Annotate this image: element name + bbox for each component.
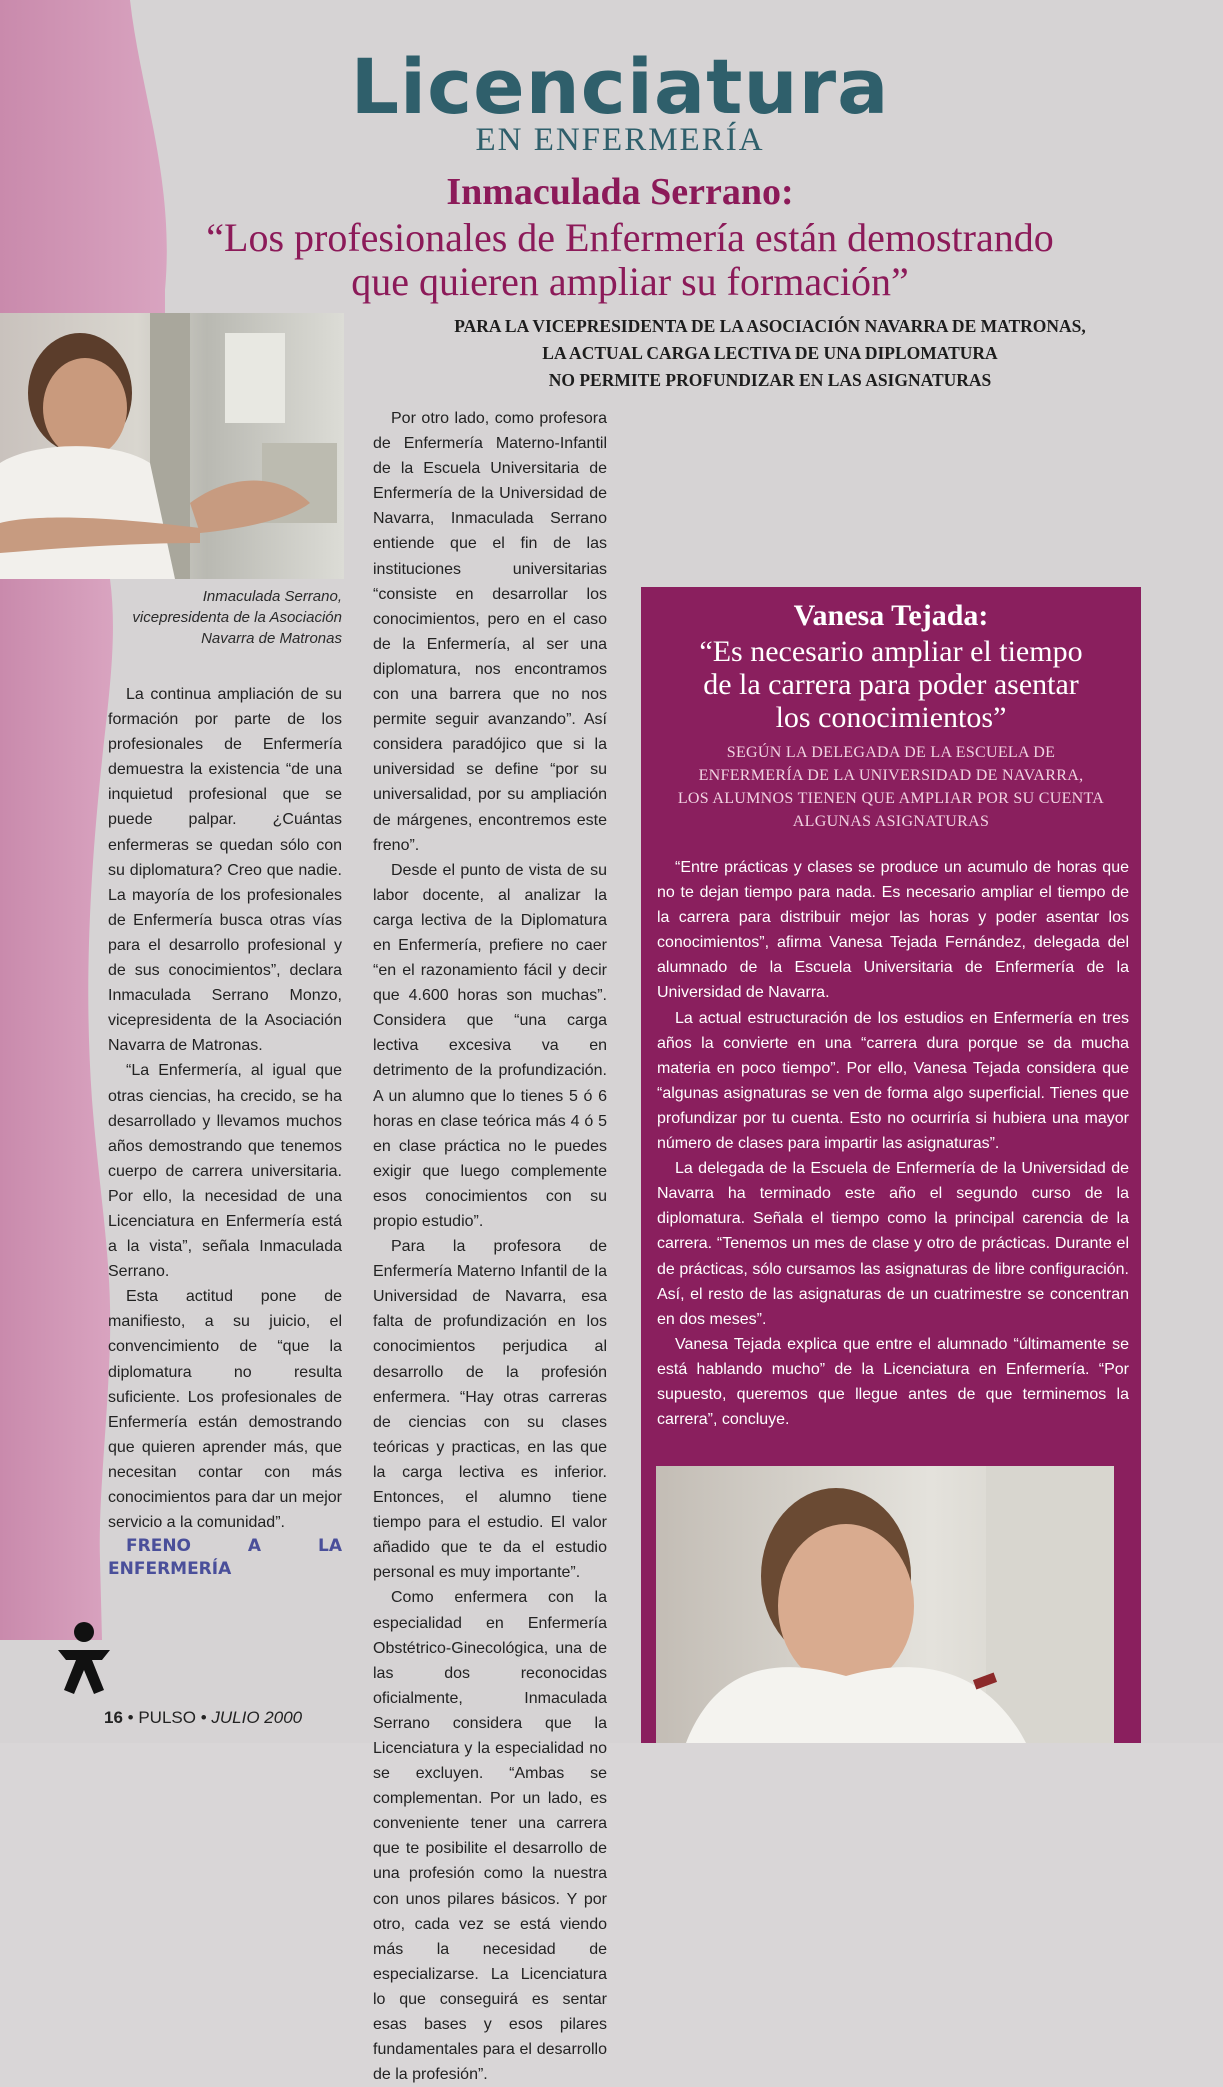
sidebar-quote-line2: de la carrera para poder asentar <box>703 668 1079 701</box>
page-title: Licenciatura <box>350 42 890 131</box>
caption-line3: Navarra de Matronas <box>201 630 342 647</box>
sidebar-kicker-line3: LOS ALUMNOS TIENEN QUE AMPLIAR POR SU CUENTA <box>677 790 1105 807</box>
caption-line2: vicepresidenta de la Asociación <box>132 609 342 626</box>
sidebar-paragraph: Vanesa Tejada explica que entre el alumnado “últimamente se está hablando mucho” de la Licenciatura en Enfermería. “Por supuesto, queremos que llegue antes de que terminemos la carrera”, concluye. <box>657 1335 1129 1429</box>
page-number: 16 <box>104 1708 123 1727</box>
article-kicker <box>420 313 1120 394</box>
kicker-line3: NO PERMITE PROFUNDIZAR EN LAS ASIGNATURAS <box>548 370 992 390</box>
article-paragraph: Desde el punto de vista de su labor docente, al analizar la carga lectiva de la Diplomatura en Enfermería, prefiere no caer “en el razonamiento fácil y decir que 4.600 horas son muchas”. Considera que “una carga lectiva excesiva va en detrimento de la profundización. A un alumno que lo tienes 5 ó 6 horas en clase teórica más 4 ó 5 en clase práctica no le puedes exigir que luego complemente esos conocimientos con su propio estudio”. <box>373 861 607 1230</box>
article-paragraph: “La Enfermería, al igual que otras ciencias, ha crecido, se ha desarrollado y llevamos muchos años demostrando que tenemos cuerpo de carrera universitaria. Por ello, la necesidad de una Licenciatura en Enfermería está a la vista”, señala Inmaculada Serrano. <box>108 1062 342 1281</box>
section-subhead: FRENO A LA ENFERMERÍA <box>108 1536 342 1580</box>
article-paragraph: La continua ampliación de su formación por parte de los profesionales de Enfermería demuestra la existencia “de una inquietud profesional que se puede palpar. ¿Cuántas enfermeras se quedan sólo con su diplomatura? Creo que nadie. La mayoría de los profesionales de Enfermería busca otras vías para el desarrollo profesional y de sus conocimientos”, declara Inmaculada Serrano Monzo, vicepresidenta de la Asociación Navarra de Matronas. <box>108 686 342 1055</box>
page-subtitle: EN ENFERMERÍA <box>475 122 765 158</box>
footer-separator: • <box>127 1708 134 1727</box>
article-paragraph: Esta actitud pone de manifiesto, a su juicio, el convencimiento de “que la diplomatura no resulta suficiente. Los profesionales de Enfermería están demostrando que quieren aprender más, que necesitan contar con más conocimientos para dar un mejor servicio a la comunidad”. <box>108 1288 342 1532</box>
sidebar-kicker-line2: ENFERMERÍA DE LA UNIVERSIDAD DE NAVARRA, <box>698 767 1084 784</box>
article-column-2 <box>373 406 607 2087</box>
publication-logo-icon <box>52 1620 116 1700</box>
sidebar-name: Vanesa Tejada: <box>793 599 989 632</box>
caption-line1: Inmaculada Serrano, <box>202 588 342 605</box>
article-paragraph: Como enfermera con la especialidad en Enfermería Obstétrico-Ginecológica, una de las dos reconocidas oficialmente, Inmaculada Serrano considera que la Licenciatura y la especialidad no se excluyen. “Ambas se complementan. Por un lado, es conveniente tener una carrera que te posibilite el desarrollo de una profesión como la nuestra con unos pilares básicos. Y por otro, cada vez se está viendo más la necesidad de especializarse. La Licenciatura lo que conseguirá es sentar esas bases y esos pilares fundamentales para el desarrollo de la profesión”. <box>373 1589 607 2084</box>
headline-quote-line2: que quieren ampliar su formación” <box>351 259 909 304</box>
footer-separator: • <box>200 1708 207 1727</box>
headline-quote-line1: “Los profesionales de Enfermería están demostrando <box>206 215 1054 260</box>
interviewee-name: Inmaculada Serrano: <box>446 171 794 213</box>
portrait-photo-inmaculada <box>0 313 344 579</box>
page-footer <box>104 1708 302 1728</box>
sidebar-body <box>657 855 1129 1432</box>
sidebar-heading <box>641 597 1141 734</box>
sidebar-kicker-line4: ALGUNAS ASIGNATURAS <box>792 813 990 830</box>
portrait-photo-vanesa <box>656 1466 1114 1743</box>
sidebar-kicker <box>651 741 1131 833</box>
article-paragraph: Para la profesora de Enfermería Materno Infantil de la Universidad de Navarra, esa falta de profundización en los conocimientos perjudica al desarrollo de la profesión enfermera. “Hay otras carreras de ciencias con su clases teóricas y practicas, en las que la carga lectiva es inferior. Entonces, el alumno tiene tiempo para el estudio. El valor añadido que te da el estudio personal es muy importante”. <box>373 1238 607 1582</box>
portrait-illustration <box>0 313 344 579</box>
sidebar-paragraph: La actual estructuración de los estudios en Enfermería en tres años la convierte en una “carrera dura porque se da mucha materia en poco tiempo”. Por ello, Vanesa Tejada considera que “algunas asignaturas se ven de forma algo superficial. Tienes que profundizar por tu cuenta. Esto no ocurriría si hubiera una mayor número de clases para impartir las asignaturas”. <box>657 1009 1129 1153</box>
article-paragraph: Por otro lado, como profesora de Enfermería Materno-Infantil de la Escuela Universitaria de Enfermería de la Universidad de Navarra, Inmaculada Serrano entiende que el fin de las instituciones universitarias “consiste en desarrollar los conocimientos, pero en el caso de la Enfermería, al ser una diplomatura, nos encontramos con una barrera que no nos permite seguir avanzando”. Así considera paradójico que si la universidad se define “por su universalidad, por su ampliación de márgenes, encontremos este freno”. <box>373 410 607 854</box>
portrait-illustration-2 <box>656 1466 1114 1743</box>
kicker-line1: PARA LA VICEPRESIDENTA DE LA ASOCIACIÓN NAVARRA DE MATRONAS, <box>454 316 1086 336</box>
sidebar-paragraph: “Entre prácticas y clases se produce un acumulo de horas que no te dejan tiempo para nada. Es necesario ampliar el tiempo de la carrera para distribuir mejor las horas y poder asentar los conocimientos”, afirma Vanesa Tejada Fernández, delegada del alumnado de la Escuela Universitaria de Enfermería de la Universidad de Navarra. <box>657 859 1129 1002</box>
photo-caption <box>120 586 342 649</box>
issue-date: JULIO 2000 <box>211 1708 303 1727</box>
sidebar-quote-line3: los conocimientos” <box>775 701 1007 734</box>
headline-quote <box>130 216 1130 304</box>
article-column-1 <box>108 682 342 1581</box>
sidebar-kicker-line1: SEGÚN LA DELEGADA DE LA ESCUELA DE <box>726 744 1056 761</box>
sidebar-paragraph: La delegada de la Escuela de Enfermería de la Universidad de Navarra ha terminado este año el segundo curso de la diplomatura. Señala el tiempo como la principal carencia de la carrera. “Tenemos un mes de clase y otro de prácticas. Durante el de prácticas, sólo cursamos las asignaturas de libre configuración. Así, el resto de las asignaturas de un cuatrimestre se concentran en dos meses”. <box>657 1160 1129 1328</box>
kicker-line2: LA ACTUAL CARGA LECTIVA DE UNA DIPLOMATURA <box>542 343 998 363</box>
sidebar-quote-line1: “Es necesario ampliar el tiempo <box>699 635 1083 668</box>
magazine-name: PULSO <box>138 1708 196 1727</box>
